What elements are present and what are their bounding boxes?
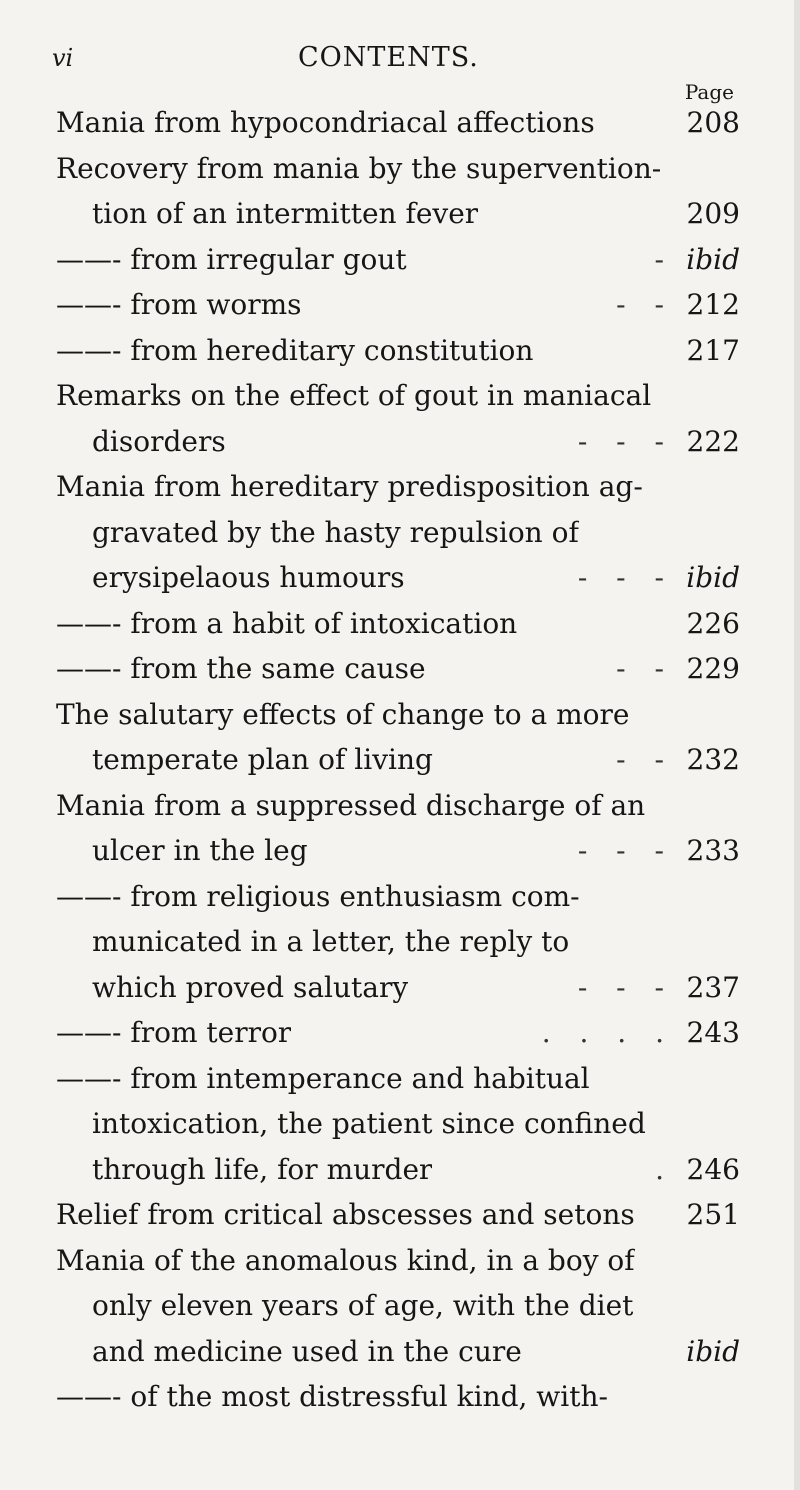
contents-entry (56, 373, 740, 419)
entry-leaders: . (655, 1152, 674, 1186)
entry-page-number: 212 (686, 288, 740, 321)
entry-page-number: ibid (686, 1334, 740, 1368)
contents-entry (56, 965, 740, 1011)
entry-text: ——- from worms (56, 288, 302, 321)
contents-entry (56, 692, 740, 738)
entry-text: temperate plan of living (92, 743, 433, 776)
contents-entry (56, 555, 740, 601)
entry-page-number: 246 (686, 1152, 740, 1186)
contents-entry (56, 1374, 740, 1420)
entry-text: Mania from a suppressed discharge of an (56, 788, 646, 822)
contents-list (56, 100, 740, 1420)
entry-page-number: 226 (686, 606, 740, 640)
contents-entry (56, 1238, 740, 1284)
entry-leaders: - - (616, 288, 674, 321)
contents-entry (56, 828, 740, 874)
contents-entry (56, 100, 740, 146)
entry-page-number: 251 (686, 1198, 740, 1231)
entry-text: Mania from hereditary predisposition ag- (56, 470, 643, 503)
entry-leaders: - - - (577, 424, 674, 458)
entry-text: Mania of the anomalous kind, in a boy of (56, 1243, 635, 1277)
entry-text: intoxication, the patient since confined (92, 1107, 646, 1140)
entry-page-number: ibid (686, 242, 740, 276)
contents-entry (56, 419, 740, 465)
contents-entry (56, 1101, 740, 1147)
contents-entry (56, 237, 740, 283)
entry-page-number: 229 (686, 652, 740, 685)
contents-entry (56, 1283, 740, 1329)
entry-leaders: - - - (577, 834, 674, 867)
contents-entry (56, 601, 740, 647)
contents-entry (56, 510, 740, 556)
contents-entry (56, 464, 740, 510)
entry-page-number: 237 (686, 970, 740, 1004)
contents-entry (56, 1192, 740, 1238)
entry-leaders: . . . . (541, 1016, 674, 1049)
entry-text: erysipelaous humours (92, 561, 405, 594)
contents-entry (56, 874, 740, 920)
entry-page-number: 208 (686, 106, 740, 139)
entry-text: ——- from religious enthusiasm com- (56, 879, 580, 913)
entry-leaders: - - (616, 743, 674, 776)
entry-leaders: - (654, 242, 674, 276)
entry-text: ——- from a habit of intoxication (56, 606, 518, 640)
entry-text: ——- of the most distressful kind, with- (56, 1380, 608, 1413)
contents-entry (56, 1056, 740, 1102)
entry-text: Recovery from mania by the supervention- (56, 151, 662, 185)
entry-text: ——- from the same cause (56, 652, 426, 685)
entry-text: through life, for murder (92, 1152, 433, 1186)
entry-text: which proved salutary (92, 970, 409, 1004)
entry-text: gravated by the hasty repulsion of (92, 515, 579, 549)
contents-entry (56, 646, 740, 692)
entry-text: Mania from hypocondriacal affections (56, 106, 595, 139)
entry-text: ——- from irregular gout (56, 242, 407, 276)
entry-text: The salutary effects of change to a more (56, 697, 630, 731)
entry-text: only eleven years of age, with the diet (92, 1289, 634, 1322)
contents-entry (56, 282, 740, 328)
entry-text: municated in a letter, the reply to (92, 925, 570, 958)
entry-text: ——- from intemperance and habitual (56, 1061, 590, 1095)
entry-leaders: - - - (577, 970, 674, 1004)
entry-text: ulcer in the leg (92, 834, 308, 867)
entry-text: Remarks on the effect of gout in maniacal (56, 379, 652, 412)
entry-leaders: - - - (577, 561, 674, 594)
contents-entry (56, 191, 740, 237)
contents-entry (56, 783, 740, 829)
page-column-heading: Page (684, 80, 734, 104)
entry-page-number: 222 (686, 424, 740, 458)
page-title: CONTENTS. (298, 42, 479, 73)
contents-entry (56, 737, 740, 783)
contents-entry (56, 328, 740, 374)
folio-number: vi (52, 44, 74, 72)
entry-text: ——- from hereditary constitution (56, 333, 534, 367)
entry-leaders: - - (616, 652, 674, 685)
entry-page-number: 209 (686, 197, 740, 230)
entry-page-number: ibid (686, 561, 740, 594)
entry-page-number: 232 (686, 743, 740, 776)
entry-text: Relief from critical abscesses and setons (56, 1198, 635, 1231)
contents-entry (56, 146, 740, 192)
entry-text: disorders (92, 424, 226, 458)
entry-page-number: 243 (686, 1016, 740, 1049)
entry-text: ——- from terror (56, 1016, 292, 1049)
entry-text: and medicine used in the cure (92, 1334, 522, 1368)
entry-page-number: 217 (686, 333, 740, 367)
contents-entry (56, 1329, 740, 1375)
entry-page-number: 233 (686, 834, 740, 867)
contents-entry (56, 1010, 740, 1056)
contents-entry (56, 1147, 740, 1193)
entry-text: tion of an intermitten fever (92, 197, 479, 230)
contents-entry (56, 919, 740, 965)
